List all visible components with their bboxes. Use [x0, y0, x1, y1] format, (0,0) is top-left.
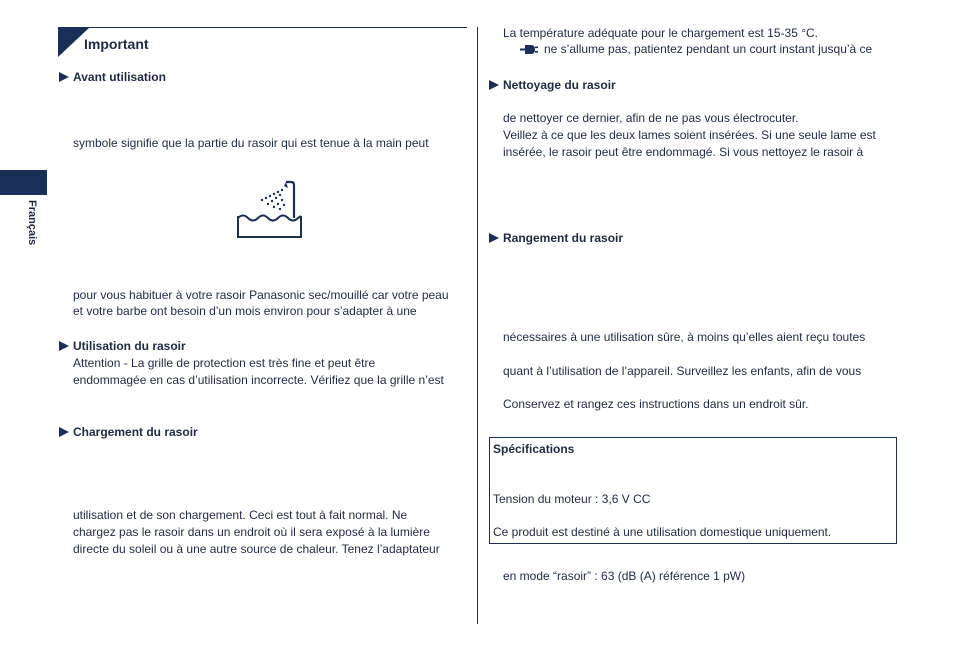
triangle-bullet-icon — [489, 80, 499, 90]
paragraph-line: insérée, le rasoir peut être endommagé. Si vous nettoyez le rasoir à — [503, 145, 864, 159]
triangle-bullet-icon — [59, 427, 69, 437]
section-utilisation-du-rasoir — [59, 338, 186, 355]
paragraph-line: utilisation et de son chargement. Ceci est tout à fait normal. Ne — [73, 508, 408, 522]
section-nettoyage-du-rasoir — [489, 77, 616, 94]
section-title: Rangement du rasoir — [503, 231, 624, 245]
triangle-bullet-icon — [59, 72, 69, 82]
paragraph-line: quant à l’utilisation de l’appareil. Surveillez les enfants, afin de vous — [503, 364, 862, 378]
paragraph-line: en mode “rasoir” : 63 (dB (A) référence 1 pW) — [503, 569, 746, 583]
paragraph-line: nécessaires à une utilisation sûre, à moins qu’elles aient reçu toutes — [503, 330, 866, 344]
paragraph-line: Veillez à ce que les deux lames soient insérées. Si une seule lame est — [503, 128, 876, 142]
plug-line-text: ne s’allume pas, patientez pendant un court instant jusqu’à ce — [544, 42, 873, 56]
spec-line: Ce produit est destiné à une utilisation domestique uniquement. — [493, 525, 832, 539]
paragraph-line: Attention - La grille de protection est très fine et peut être — [73, 356, 376, 370]
section-title: Avant utilisation — [73, 70, 166, 84]
section-title: Chargement du rasoir — [73, 425, 198, 439]
paragraph-line: La température adéquate pour le chargement est 15-35 °C. — [503, 26, 818, 40]
paragraph-line: endommagée en cas d’utilisation incorrecte. Vérifiez que la grille n’est — [73, 373, 444, 387]
paragraph-line-plug — [520, 41, 872, 60]
paragraph-line: Conservez et rangez ces instructions dans un endroit sûr. — [503, 397, 809, 411]
section-avant-utilisation — [59, 69, 166, 86]
spec-line: Tension du moteur : 3,6 V CC — [493, 492, 651, 506]
language-label: Français — [26, 200, 38, 246]
paragraph-line: directe du soleil ou à une autre source de chaleur. Tenez l’adaptateur — [73, 542, 440, 556]
paragraph-line: chargez pas le rasoir dans un endroit où il sera exposé à la lumière — [73, 525, 430, 539]
shower-bath-icon — [236, 180, 304, 240]
page-title: Important — [84, 36, 149, 52]
triangle-bullet-icon — [489, 233, 499, 243]
paragraph-line: symbole signifie que la partie du rasoir qui est tenue à la main peut — [73, 136, 429, 150]
plug-icon — [520, 43, 538, 60]
section-rangement-du-rasoir — [489, 230, 623, 247]
paragraph-line: et votre barbe ont besoin d’un mois environ pour s’adapter à une — [73, 304, 417, 318]
section-chargement-du-rasoir — [59, 424, 198, 441]
language-tab — [0, 170, 47, 195]
specifications-title: Spécifications — [493, 442, 575, 456]
paragraph-line: pour vous habituer à votre rasoir Panasonic sec/mouillé car votre peau — [73, 288, 449, 302]
column-divider — [477, 27, 478, 624]
header-rule — [58, 27, 467, 28]
section-title: Nettoyage du rasoir — [503, 78, 616, 92]
paragraph-line: de nettoyer ce dernier, afin de ne pas vous électrocuter. — [503, 111, 799, 125]
section-title: Utilisation du rasoir — [73, 339, 186, 353]
triangle-bullet-icon — [59, 341, 69, 351]
